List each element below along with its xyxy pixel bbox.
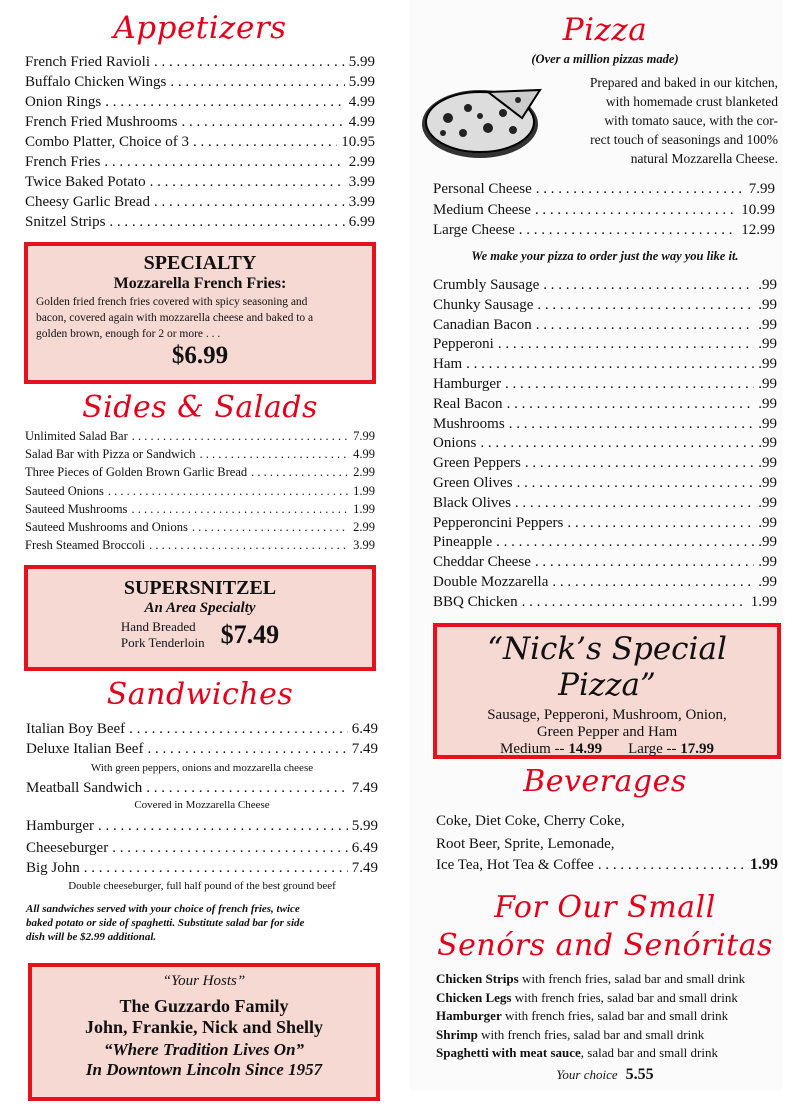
item-name: Medium Cheese bbox=[433, 201, 531, 218]
item-price: .99 bbox=[758, 534, 777, 551]
menu-item bbox=[433, 554, 777, 571]
item-price: .99 bbox=[758, 277, 777, 293]
item-price: 4.99 bbox=[348, 114, 375, 130]
kids-item: Shrimp with french fries, salad bar and small drink bbox=[436, 1026, 705, 1042]
dot-leader bbox=[537, 297, 754, 314]
item-name: Cheddar Cheese bbox=[433, 554, 531, 571]
menu-item bbox=[433, 356, 777, 373]
dot-leader bbox=[543, 277, 754, 294]
item-price: 7.49 bbox=[351, 860, 378, 876]
dot-leader bbox=[112, 840, 348, 857]
menu-item bbox=[433, 594, 777, 611]
item-price: .99 bbox=[758, 296, 777, 313]
item-name: Sauteed Mushrooms and Onions bbox=[25, 520, 188, 534]
kids-item: Chicken Strips with french fries, salad bar and small drink bbox=[436, 971, 746, 986]
menu-item bbox=[433, 455, 777, 472]
nicks-large: Large -- 17.99 bbox=[628, 741, 715, 757]
dot-leader bbox=[466, 356, 754, 373]
item-price: .99 bbox=[758, 574, 777, 590]
item-name: Mushrooms bbox=[433, 415, 505, 432]
menu-item bbox=[433, 495, 777, 512]
pizza-tagline: We make your pizza to order just the way you like it. bbox=[471, 249, 739, 263]
menu-item bbox=[433, 475, 777, 492]
item-name: Pepperoni bbox=[433, 336, 494, 353]
item-price: 2.99 bbox=[353, 465, 375, 480]
dot-leader bbox=[522, 594, 747, 611]
kids-list bbox=[436, 970, 745, 1063]
item-price: 7.99 bbox=[353, 429, 375, 443]
dot-leader bbox=[515, 495, 754, 512]
specialty-price: $6.99 bbox=[171, 342, 229, 369]
item-name: Twice Baked Potato bbox=[25, 174, 146, 190]
kids-item: Spaghetti with meat sauce, salad bar and small drink bbox=[436, 1045, 718, 1060]
item-price: 1.99 bbox=[353, 483, 375, 498]
item-price: .99 bbox=[758, 435, 777, 452]
dot-leader bbox=[536, 181, 745, 198]
item-price: 7.49 bbox=[351, 780, 378, 796]
dot-leader bbox=[98, 818, 348, 835]
menu-item bbox=[433, 202, 775, 219]
beverages-row: Ice Tea, Hot Tea & Coffee . . . 1.99 bbox=[436, 856, 778, 874]
dot-leader bbox=[84, 860, 348, 877]
pizza-title: Pizza bbox=[562, 12, 648, 48]
menu-item bbox=[433, 317, 777, 334]
dot-leader bbox=[498, 336, 754, 353]
pizza-illustration-icon bbox=[418, 78, 548, 163]
dot-leader bbox=[146, 780, 348, 797]
item-price: .99 bbox=[758, 376, 777, 392]
beverages-text: Coke, Diet Coke, Cherry Coke, Root Beer, Sprite, Lemonade, bbox=[436, 813, 625, 852]
item-price: 2.99 bbox=[353, 520, 375, 534]
item-price: 1.99 bbox=[750, 593, 777, 610]
item-price: 5.99 bbox=[351, 818, 378, 834]
dot-leader bbox=[192, 520, 349, 535]
item-price: .99 bbox=[758, 356, 777, 373]
kids-title-2: Senórs and Senóritas bbox=[437, 928, 773, 963]
item-name: Unlimited Salad Bar bbox=[25, 429, 128, 443]
menu-item bbox=[26, 721, 378, 738]
dot-leader bbox=[108, 484, 349, 499]
menu-item bbox=[26, 840, 378, 857]
item-name: Salad Bar with Pizza or Sandwich bbox=[25, 447, 196, 462]
nicks-line2: Green Pepper and Ham bbox=[536, 724, 678, 740]
item-name: Hamburger bbox=[26, 818, 95, 834]
item-price: 10.99 bbox=[741, 201, 775, 218]
dot-leader bbox=[149, 538, 349, 553]
dot-leader bbox=[535, 202, 737, 219]
item-price: .99 bbox=[758, 514, 777, 531]
supersnitzel-desc-2: Pork Tenderloin bbox=[120, 635, 205, 650]
item-price: 2.99 bbox=[348, 154, 375, 170]
item-price: 6.99 bbox=[348, 214, 375, 230]
item-name: Onion Rings bbox=[25, 94, 102, 110]
dot-leader bbox=[182, 114, 345, 131]
dot-leader bbox=[131, 502, 349, 517]
item-name: Sauteed Mushrooms bbox=[25, 501, 128, 516]
dot-leader bbox=[552, 574, 754, 591]
menu-item bbox=[433, 396, 777, 413]
menu-item bbox=[433, 435, 777, 452]
dot-leader bbox=[251, 465, 349, 480]
menu-item bbox=[433, 277, 777, 294]
dot-leader bbox=[147, 741, 347, 758]
menu-item bbox=[25, 429, 375, 444]
item-note: Double cheeseburger, full half pound of the best ground beef bbox=[68, 880, 336, 892]
dot-leader bbox=[496, 534, 754, 551]
item-name: Cheeseburger bbox=[26, 840, 109, 856]
sandwiches-footnote: All sandwiches served with your choice of french fries, twice baked potato or side of spaghetti. Substitute salad bar for side dish will be $2.99 additional. bbox=[26, 903, 305, 943]
item-name: Snitzel Strips bbox=[25, 214, 106, 230]
appetizers-title: Appetizers bbox=[113, 10, 287, 46]
item-price: .99 bbox=[758, 316, 777, 333]
item-name: Big John bbox=[26, 860, 80, 876]
dot-leader bbox=[535, 554, 754, 571]
dot-leader bbox=[199, 447, 349, 462]
menu-item bbox=[433, 376, 777, 393]
sides-title: Sides & Salads bbox=[82, 390, 318, 425]
supersnitzel-price: $7.49 bbox=[220, 620, 280, 649]
dot-leader bbox=[507, 396, 755, 413]
specialty-box bbox=[24, 242, 376, 384]
item-name: Onions bbox=[433, 435, 477, 452]
menu-item bbox=[433, 534, 777, 551]
menu-item bbox=[25, 94, 375, 111]
specialty-description: Golden fried french fries covered with spicy seasoning and bacon, covered again with mozzarella cheese and baked to a golden brown, enough for 2 or more . . . bbox=[36, 296, 314, 340]
item-name: Pepperoncini Peppers bbox=[433, 514, 564, 531]
dot-leader bbox=[105, 94, 344, 111]
dot-leader bbox=[193, 134, 337, 151]
item-name: French Fried Mushrooms bbox=[25, 114, 178, 130]
dot-leader bbox=[505, 376, 754, 393]
item-name: Double Mozzarella bbox=[433, 574, 549, 590]
menu-item bbox=[25, 538, 375, 553]
item-price: .99 bbox=[758, 336, 777, 353]
menu-item bbox=[26, 860, 378, 877]
item-price: 1.99 bbox=[353, 501, 375, 516]
beverages-title: Beverages bbox=[523, 764, 687, 799]
dot-leader bbox=[150, 174, 345, 191]
item-name: Ham bbox=[433, 356, 463, 373]
dot-leader bbox=[525, 455, 754, 472]
sandwiches-title: Sandwiches bbox=[106, 677, 294, 712]
hosts-names: John, Frankie, Nick and Shelly bbox=[84, 1017, 324, 1037]
supersnitzel-box bbox=[24, 565, 376, 671]
menu-item bbox=[25, 484, 375, 499]
item-name: Pineapple bbox=[433, 534, 493, 551]
menu-item bbox=[433, 336, 777, 353]
dot-leader bbox=[536, 317, 755, 334]
item-name: Sauteed Onions bbox=[25, 483, 104, 498]
item-price: .99 bbox=[758, 494, 777, 511]
supersnitzel-heading: SUPERSNITZEL bbox=[123, 577, 277, 599]
item-price: 6.49 bbox=[351, 721, 378, 737]
menu-item bbox=[26, 780, 378, 797]
dot-leader bbox=[170, 74, 344, 91]
nicks-line1: Sausage, Pepperoni, Mushroom, Onion, bbox=[487, 707, 727, 723]
item-price: 6.49 bbox=[351, 840, 378, 856]
menu-item bbox=[26, 741, 378, 758]
item-price: 4.99 bbox=[348, 94, 375, 110]
dot-leader bbox=[567, 515, 754, 532]
item-name: Crumbly Sausage bbox=[433, 277, 540, 293]
kids-item: Chicken Legs with french fries, salad bar and small drink bbox=[436, 989, 738, 1005]
kids-item: Hamburger with french fries, salad bar and small drink bbox=[436, 1008, 729, 1023]
item-price: 12.99 bbox=[741, 222, 775, 238]
item-price: 3.99 bbox=[348, 174, 375, 190]
item-price: 3.99 bbox=[348, 194, 375, 210]
menu-item bbox=[26, 818, 378, 835]
item-name: Hamburger bbox=[433, 376, 502, 392]
nicks-medium: Medium -- 14.99 bbox=[499, 741, 603, 757]
hosts-family: The Guzzardo Family bbox=[119, 996, 289, 1016]
menu-item bbox=[433, 574, 777, 591]
item-name: Black Olives bbox=[433, 494, 511, 511]
dot-leader bbox=[519, 222, 737, 239]
hosts-since: In Downtown Lincoln Since 1957 bbox=[85, 1060, 323, 1079]
menu-item bbox=[25, 174, 375, 191]
dot-leader bbox=[509, 416, 755, 433]
item-name: Meatball Sandwich bbox=[26, 780, 143, 796]
item-name: Cheesy Garlic Bread bbox=[25, 194, 150, 210]
item-price: 10.95 bbox=[341, 134, 375, 150]
item-name: Green Peppers bbox=[433, 455, 521, 472]
item-price: .99 bbox=[758, 554, 777, 571]
item-price: .99 bbox=[758, 415, 777, 432]
item-name: BBQ Chicken bbox=[433, 593, 518, 610]
menu-item bbox=[433, 222, 775, 239]
nicks-title: “Nick’s Special Pizza” bbox=[487, 631, 727, 703]
item-name: French Fried Ravioli bbox=[25, 54, 150, 70]
menu-item bbox=[25, 447, 375, 462]
item-name: Real Bacon bbox=[433, 395, 503, 412]
item-price: 4.99 bbox=[353, 447, 375, 462]
menu-item bbox=[433, 515, 777, 532]
item-name: Buffalo Chicken Wings bbox=[25, 74, 167, 90]
supersnitzel-desc-1: Hand Breaded bbox=[120, 619, 196, 634]
item-name: Personal Cheese bbox=[433, 181, 532, 197]
item-name: Deluxe Italian Beef bbox=[26, 741, 144, 757]
menu-item bbox=[25, 214, 375, 231]
item-price: 7.49 bbox=[351, 741, 378, 757]
specialty-heading: SPECIALTY bbox=[143, 252, 257, 274]
item-price: 5.99 bbox=[348, 54, 375, 70]
item-price: 7.99 bbox=[748, 181, 775, 197]
menu-item bbox=[25, 54, 375, 71]
menu-item bbox=[25, 134, 375, 151]
hosts-label: “Your Hosts” bbox=[162, 973, 246, 989]
dot-leader bbox=[129, 721, 348, 738]
item-note: With green peppers, onions and mozzarella cheese bbox=[90, 762, 314, 774]
item-name: Fresh Steamed Broccoli bbox=[25, 538, 146, 553]
dot-leader bbox=[109, 214, 344, 231]
menu-item bbox=[25, 194, 375, 211]
dot-leader bbox=[480, 435, 754, 452]
item-price: 5.99 bbox=[348, 74, 375, 90]
dot-leader bbox=[132, 429, 349, 444]
item-name: Combo Platter, Choice of 3 bbox=[25, 134, 189, 150]
item-name: Chunky Sausage bbox=[433, 296, 534, 313]
menu-item bbox=[25, 114, 375, 131]
kids-choice: Your choice 5.55 bbox=[556, 1066, 654, 1083]
item-name: Green Olives bbox=[433, 475, 513, 491]
pizza-description: Prepared and baked in our kitchen, with homemade crust blanketed with tomato sauce, with the cor- rect touch of seasonings and 100% natural Mozzarella Cheese. bbox=[589, 75, 778, 166]
menu-item bbox=[25, 520, 375, 535]
menu-item bbox=[25, 465, 375, 480]
item-name: Canadian Bacon bbox=[433, 316, 532, 333]
hosts-slogan: “Where Tradition Lives On” bbox=[103, 1040, 305, 1059]
menu-item bbox=[433, 297, 777, 314]
menu-item bbox=[25, 502, 375, 517]
item-price: .99 bbox=[758, 455, 777, 472]
item-note: Covered in Mozzarella Cheese bbox=[134, 799, 270, 811]
item-price: .99 bbox=[758, 395, 777, 412]
dot-leader bbox=[104, 154, 344, 171]
item-name: Large Cheese bbox=[433, 222, 515, 238]
dot-leader bbox=[154, 54, 345, 71]
hosts-box bbox=[28, 963, 380, 1101]
item-name: Italian Boy Beef bbox=[26, 721, 126, 737]
pizza-subtitle: (Over a million pizzas made) bbox=[531, 52, 679, 66]
menu-item bbox=[433, 416, 777, 433]
item-price: .99 bbox=[758, 475, 777, 491]
item-name: French Fries bbox=[25, 154, 101, 170]
menu-item bbox=[25, 74, 375, 91]
specialty-subheading: Mozzarella French Fries: bbox=[113, 275, 287, 292]
menu-item bbox=[433, 181, 775, 198]
item-price: 3.99 bbox=[353, 538, 375, 553]
item-name: Three Pieces of Golden Brown Garlic Bread bbox=[25, 465, 248, 480]
dot-leader bbox=[517, 475, 755, 492]
nicks-special-box bbox=[433, 623, 781, 759]
kids-title-1: For Our Small bbox=[494, 890, 716, 925]
menu-item bbox=[25, 154, 375, 171]
dot-leader bbox=[154, 194, 345, 211]
supersnitzel-subheading: An Area Specialty bbox=[144, 600, 256, 616]
